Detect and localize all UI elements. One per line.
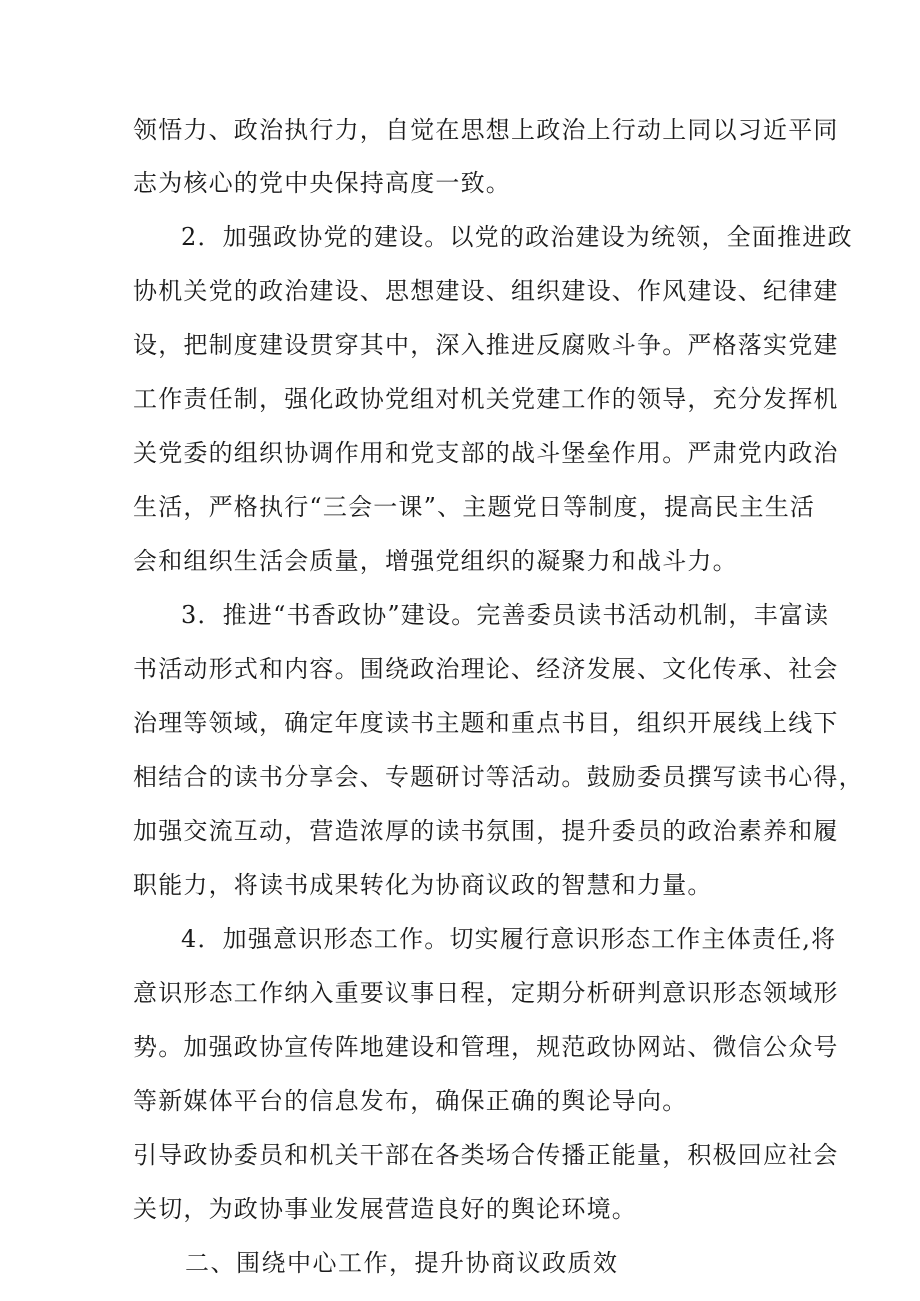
paragraph-line: 4．加强意识形态工作。切实履行意识形态工作主体责任,将 xyxy=(181,925,837,953)
paragraph-line: 设，把制度建设贯穿其中，深入推进反腐败斗争。严格落实党建 xyxy=(133,331,839,359)
paragraph-line: 2．加强政协党的建设。以党的政治建设为统领，全面推进政 xyxy=(181,223,853,251)
paragraph-line: 关党委的组织协调作用和党支部的战斗堡垒作用。严肃党内政治 xyxy=(133,439,839,467)
paragraph-line: 会和组织生活会质量，增强党组织的凝聚力和战斗力。 xyxy=(133,547,738,575)
paragraph-line: 领悟力、政治执行力，自觉在思想上政治上行动上同以习近平同 xyxy=(133,116,839,144)
paragraph-line: 加强交流互动，营造浓厚的读书氛围，提升委员的政治素养和履 xyxy=(133,817,839,845)
paragraph-line: 工作责任制，强化政协党组对机关党建工作的领导，充分发挥机 xyxy=(133,385,839,413)
paragraph-line: 势。加强政协宣传阵地建设和管理，规范政协网站、微信公众号 xyxy=(133,1033,839,1061)
paragraph-line: 生活，严格执行“三会一课”、主题党日等制度，提高民主生活 xyxy=(133,493,816,521)
paragraph-line: 职能力，将读书成果转化为协商议政的智慧和力量。 xyxy=(133,871,713,899)
section-heading: 二、围绕中心工作，提升协商议政质效 xyxy=(185,1249,619,1277)
paragraph-line: 等新媒体平台的信息发布，确保正确的舆论导向。 xyxy=(133,1087,688,1115)
paragraph-line: 相结合的读书分享会、专题研讨等活动。鼓励委员撰写读书心得， xyxy=(133,763,864,791)
paragraph-line: 3．推进“书香政协”建设。完善委员读书活动机制，丰富读 xyxy=(181,601,830,629)
paragraph-line: 协机关党的政治建设、思想建设、组织建设、作风建设、纪律建 xyxy=(133,277,839,305)
paragraph-line: 书活动形式和内容。围绕政治理论、经济发展、文化传承、社会 xyxy=(133,655,839,683)
paragraph-line: 引导政协委员和机关干部在各类场合传播正能量，积极回应社会 xyxy=(133,1141,839,1169)
paragraph-line: 志为核心的党中央保持高度一致。 xyxy=(133,169,511,197)
paragraph-line: 意识形态工作纳入重要议事日程，定期分析研判意识形态领域形 xyxy=(133,979,839,1007)
paragraph-line: 关切，为政协事业发展营造良好的舆论环境。 xyxy=(133,1195,637,1223)
paragraph-line: 治理等领域，确定年度读书主题和重点书目，组织开展线上线下 xyxy=(133,709,839,737)
